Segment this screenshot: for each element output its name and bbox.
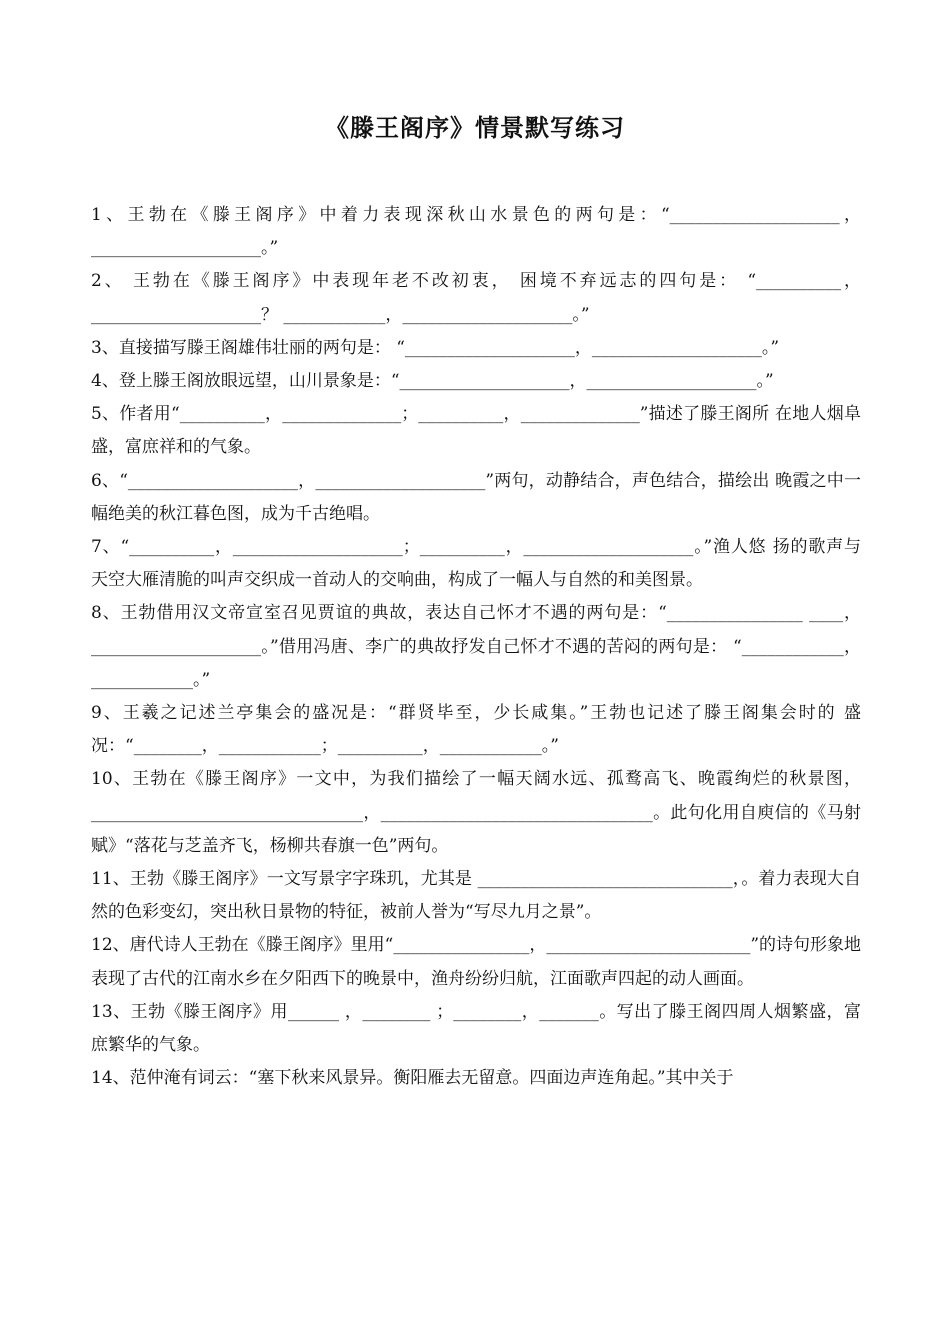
- question-1: 1、王勃在《滕王阁序》中着力表现深秋山水景色的两句是：“____________________，____________________。”: [91, 205, 861, 259]
- question-12: 12、唐代诗人王勃在《滕王阁序》里用“________________，________________________”的诗句形象地表现了古代的江南水乡在夕阳西下的晚景中，渔舟纷纷归航，江面歌声四起的动人画面。: [91, 935, 862, 989]
- question-5: 5、作者用“__________，______________；__________，______________”描述了滕王阁所 在地人烟阜盛，富庶祥和的气象。: [91, 404, 861, 458]
- question-14: 14、范仲淹有词云：“塞下秋来风景异。衡阳雁去无留意。四面边声连角起。”其中关于: [91, 1068, 734, 1089]
- page-title: 《滕王阁序》情景默写练习: [325, 114, 625, 142]
- question-11: 11、王勃《滕王阁序》一文写景字字珠玑，尤其是 ______________________________，。着力表现大自然的色彩变幻，突出秋日景物的特征，被前人誉为“写尽九月之景”。: [91, 869, 861, 923]
- question-list: [91, 199, 861, 1095]
- question-7: 7、“__________，____________________；__________，____________________。”渔人悠 扬的歌声与天空大雁清脆的叫声交织成一首动人的交响曲，构成了一幅人与自然的和美图景。: [91, 537, 861, 591]
- question-3: 3、直接描写滕王阁雄伟壮丽的两句是： “____________________，____________________。”: [91, 337, 780, 358]
- question-8: 8、王勃借用汉文帝宣室召见贾谊的典故，表达自己怀才不遇的两句是：“________________ ____，____________________。”借用冯唐、李广的典故抒发自己怀才不遇的苦闷的两句是： “____________，____________。”: [91, 603, 861, 690]
- question-2: 2、 王勃在《滕王阁序》中表现年老不改初衷， 困境不弃远志的四句是： “__________，____________________？ ____________，____________________。”: [91, 271, 861, 325]
- question-6: 6、“____________________，____________________”两句，动静结合，声色结合，描绘出 晚霞之中一幅绝美的秋江暮色图，成为千古绝唱。: [91, 470, 861, 524]
- question-4: 4、登上滕王阁放眼远望，山川景象是：“____________________，____________________。”: [91, 371, 774, 392]
- question-9: 9、王羲之记述兰亭集会的盛况是：“群贤毕至，少长咸集。”王勃也记述了滕王阁集会时的 盛况：“________，____________；__________，____________。”: [91, 703, 861, 757]
- question-10: 10、王勃在《滕王阁序》一文中，为我们描绘了一幅天阔水远、孤鹜高飞、晚霞绚烂的秋景图，________________________________，________________________________。此句化用自庾信的《马射赋》“落花与芝盖齐飞，杨柳共春旗一色”两句。: [91, 769, 861, 856]
- question-13: 13、王勃《滕王阁序》用______ ，________ ；________，_______。写出了滕王阁四周人烟繁盛，富庶繁华的气象。: [91, 1001, 861, 1056]
